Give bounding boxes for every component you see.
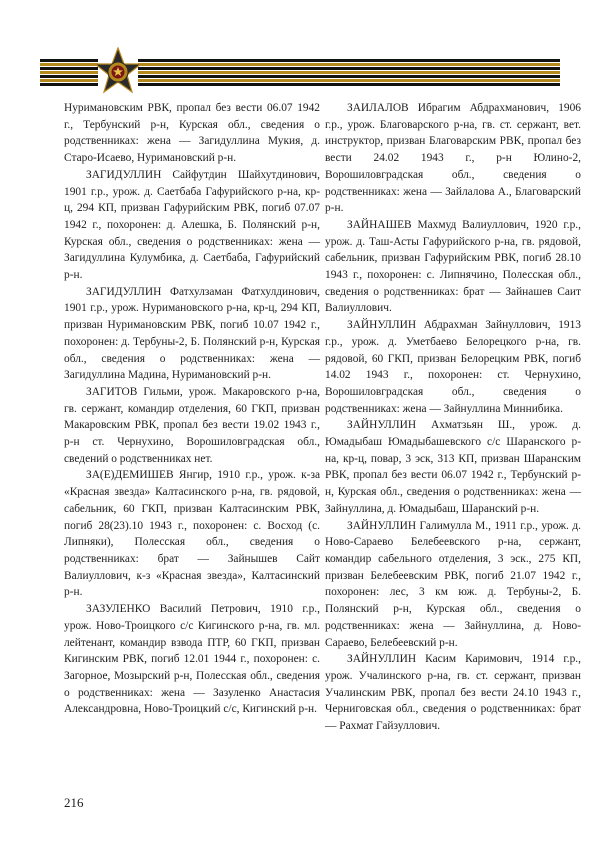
biography-entry: ЗА(Е)ДЕМИШЕВ Янгир, 1910 г.р., урож. к-за «Красная звезда» Калтасинского р-на, гв. рядовой, сабельник, 60 ГКП, призван Калтасинским РВК, погиб 28(23).10 1943 г., похоронен: с. Восход (с. Липняки), Полесская обл., сведения о родственниках: брат — Зайнышев Сайт Валиуллович, к-з «Красная звезда», Калтасинский р-н. <box>64 469 320 599</box>
order-star-icon <box>95 48 141 92</box>
biography-entry: ЗАГИТОВ Гильми, урож. Макаровского р-на, гв. сержант, командир отделения, 60 ГКП, призван Макаровским РВК, пропал без вести 19.02 1943 г., р-н ст. Чернухино, Ворошиловградская обл., сведений о родственниках нет. <box>64 385 320 465</box>
biography-entry: ЗАЗУЛЕНКО Василий Петрович, 1910 г.р., урож. Ново-Троицкого с/с Кигинского р-на, гв. мл. лейтенант, командир взвода ПТР, 60 ГКП, призван Кигинским РВК, погиб 12.01 1944 г., похоронен: с. Загорное, Мозырский р-н, Полесская обл., сведения о родственниках: жена — Зазуленко Анастасия Александровна, Ново-Троицкий с/с, Кигинский р-н. <box>64 603 320 716</box>
biography-entry: ЗАЙНАШЕВ Махмуд Валиуллович, 1920 г.р., урож. д. Таш-Асты Гафурийского р-на, гв. рядовой, сабельник, призван Гафурийским РВК, погиб 28.10 1943 г., похоронен: с. Липнячино, Полесская обл., сведения о родственниках: брат — Зайнашев Саит Валиуллович. <box>325 218 581 315</box>
biography-entry: ЗАИЛАЛОВ Ибрагим Абдрахманович, 1906 г.р., урож. Благоварского р-на, гв. ст. сержант, вет. инструктор, призван Благоварским РВК, пропал без вести 24.02 1943 г., р-н Юлино-2, Ворошиловградская обл., сведения о родственниках: жена — Зайлалова А., Благоварский р-н. <box>325 102 581 215</box>
biography-entry: ЗАЙНУЛЛИН Галимулла М., 1911 г.р., урож. д. Ново-Сараево Белебеевского р-на, сержант, командир сабельного отделения, 3 эск., 275 КП, призван Белебеевским РВК, погиб 21.07 1942 г., похоронен: лес, 3 км юж. д. Тербуны-2, Б. Полянский р-н, Курская обл., сведения о родственниках: жена — Зайнуллина, д. Ново-Сараево, Белебеевский р-н. <box>325 519 581 649</box>
biography-entry: ЗАЙНУЛЛИН Ахматзьян Ш., урож. д. Юмадыбаш Юмадыбашевского с/с Шаранского р-на, кр-ц, повар, 3 эск, 313 КП, призван Шаранским РВК, пропал без вести 06.07 1942 г., Тербунский р-н, Курская обл., сведения о родственниках: жена — Зайнуллина, д. Юмадыбаш, Шаранский р-н. <box>325 419 581 515</box>
header-ribbon-banner <box>0 47 600 97</box>
ribbon-stripes-left <box>40 59 98 86</box>
left-text-column <box>64 100 320 718</box>
biography-entry: ЗАЙНУЛЛИН Абдрахман Зайнуллович, 1913 г.р., урож. д. Уметбаево Белорецкого р-на, гв. рядовой, 60 ГКП, призван Белорецким РВК, погиб 14.02 1943 г., похоронен: ст. Чернухино, Ворошиловградская обл., сведения о родственниках: жена — Зайнуллина Миннибика. <box>325 319 581 415</box>
biography-entry: ЗАГИДУЛЛИН Фатхулзаман Фатхулдинович, 1901 г.р., урож. Нуримановского р-на, кр-ц, 294 КП, призван Нуримановским РВК, погиб 10.07 1942 г., похоронен: д. Тербуны-2, Б. Полянский р-н, Курская обл., сведения о родственниках: жена — Загидуллина Мадина, Нуримановский р-н. <box>64 285 320 382</box>
biography-entry: ЗАГИДУЛЛИН Сайфутдин Шайхутдинович, 1901 г.р., урож. д. Саетбаба Гафурийского р-на, кр-ц, 294 КП, призван Гафурийским РВК, погиб 07.07 1942 г., похоронен: д. Алешка, Б. Полянский р-н, Курская обл., сведения о родственниках: жена — Загидуллина Кулумбика, д. Саетбаба, Гафурийский р-н. <box>64 168 320 282</box>
biography-entry: ЗАЙНУЛЛИН Касим Каримович, 1914 г.р., урож. Учалинского р-на, гв. ст. сержант, призван Учалинским РВК, пропал без вести 24.10 1943 г., Черниговская обл., сведения о родственниках: брат — Рахмат Гайзуллович. <box>325 653 581 733</box>
page-number: 216 <box>64 795 84 810</box>
biography-entry: Нуримановским РВК, пропал без вести 06.07 1942 г., Тербунский р-н, Курская обл., сведения о родственниках: жена — Загидуллина Мукия, д. Старо-Исаево, Нуримановский р-н. <box>64 102 320 165</box>
right-text-column <box>325 100 581 735</box>
ribbon-stripes-right <box>138 59 560 86</box>
